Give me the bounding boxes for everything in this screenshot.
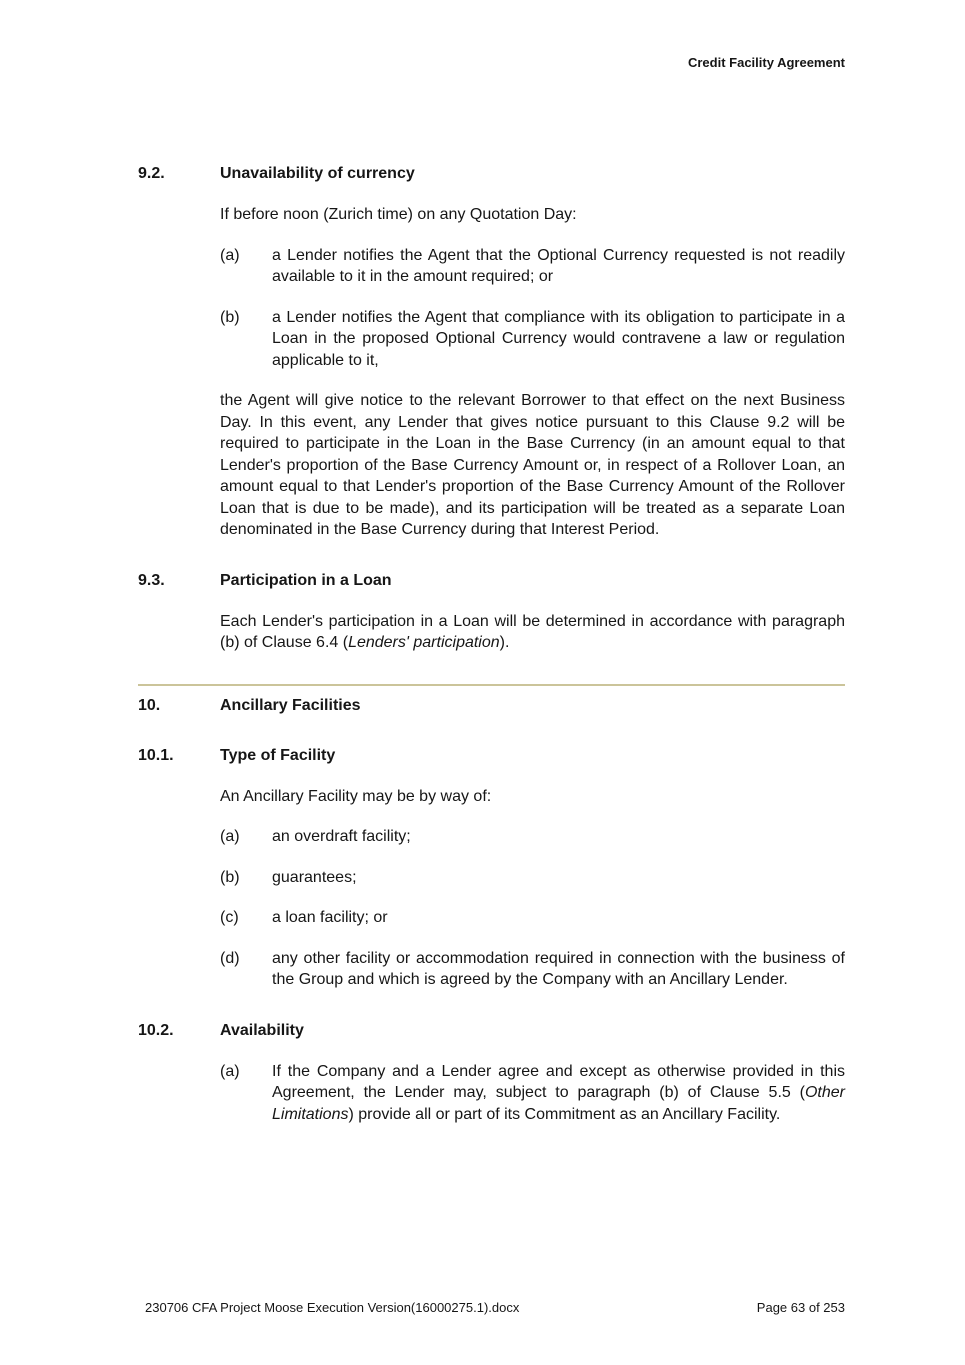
list-text-10-1-d: any other facility or accommodation required in connection with the business of the Group and which is agreed by the Company with an Ancillary Lender.: [272, 949, 845, 988]
page-header: [0, 55, 845, 71]
paragraph-closing-9-2: the Agent will give notice to the relevant Borrower to that effect on the next Business Day. In this event, any Lender that gives notice pursuant to this Clause 9.2 will be required to participate in the Loan in the Base Currency (in an amount equal to that Lender's proportion of the Base Currency Amount or, in respect of a Rollover Loan, an amount equal to that Lender's proportion of the Base Currency Amount of the Rollover Loan that is due to be made), and its participation will be treated as a separate Loan denominated in the Base Currency during that Interest Period.: [220, 392, 845, 538]
page-footer: [145, 1300, 845, 1316]
list-text-9-2-a: a Lender notifies the Agent that the Optional Currency requested is not readily available to it in the amount required; or: [272, 246, 845, 285]
section-body-9-3: [220, 611, 845, 654]
section-title-10-2: Availability: [220, 1021, 304, 1039]
list-marker-10-1-b: (b): [220, 868, 240, 886]
footer-page-number: Page 63 of 253: [756, 1300, 845, 1315]
paragraph-9-3-pre: Each Lender's participation in a Loan will be determined in accordance with paragraph (b) of Clause 6.4 (: [220, 612, 845, 651]
section-heading-9-2: [138, 163, 845, 184]
section-heading-10-1: [138, 745, 845, 766]
list-text-10-1-a: an overdraft facility;: [272, 828, 411, 845]
list-item-10-1-d: [220, 948, 845, 991]
section-body-10-1: [220, 786, 845, 991]
list-item-10-1-b: [220, 867, 845, 889]
section-number-9-3: 9.3.: [138, 571, 165, 589]
list-item-10-1-a: [220, 826, 845, 848]
list-marker-10-1-d: (d): [220, 949, 240, 967]
list-text-10-2-a-post: ) provide all or part of its Commitment as an Ancillary Facility.: [348, 1105, 781, 1123]
list-text-10-1-c: a loan facility; or: [272, 909, 388, 926]
list-item-9-2-a: [220, 245, 845, 288]
paragraph-9-3-post: ).: [499, 634, 510, 651]
section-divider-line: [138, 684, 845, 686]
list-item-9-2-b: [220, 307, 845, 372]
section-number-10-1: 10.1.: [138, 746, 174, 764]
section-heading-9-3: [138, 570, 845, 591]
list-item-10-2-a: [220, 1061, 845, 1126]
section-body-10-2: [220, 1061, 845, 1126]
list-marker-9-2-a: (a): [220, 246, 240, 264]
list-text-9-2-b: a Lender notifies the Agent that compliance with its obligation to participate in a Loan in the proposed Optional Currency would contravene a law or regulation applicable to it,: [272, 308, 845, 369]
paragraph-9-3: [220, 611, 845, 654]
section-title-10-1: Type of Facility: [220, 746, 336, 764]
section-number-10: 10.: [138, 696, 161, 714]
list-marker-10-1-a: (a): [220, 828, 240, 845]
section-body-9-2: [220, 204, 845, 541]
list-item-10-1-c: [220, 907, 845, 929]
section-number-9-2: 9.2.: [138, 165, 165, 182]
section-title-9-2: Unavailability of currency: [220, 165, 415, 182]
header-title: Credit Facility Agreement: [687, 55, 845, 70]
section-title-10: Ancillary Facilities: [220, 696, 361, 714]
list-marker-10-1-c: (c): [220, 909, 239, 926]
paragraph-intro-9-2: If before noon (Zurich time) on any Quotation Day:: [220, 206, 577, 223]
document-content: [138, 163, 845, 1144]
list-text-10-2-a-italic: Other Limitations: [272, 1084, 845, 1123]
section-title-9-3: Participation in a Loan: [220, 571, 392, 589]
list-text-10-2-a-pre: If the Company and a Lender agree and except as otherwise provided in this Agreement, the Lender may, subject to paragraph (b) of Clause 5.5 (: [272, 1062, 845, 1101]
list-text-10-2-a: [272, 1061, 845, 1126]
section-heading-10-2: [138, 1020, 845, 1041]
list-marker-10-2-a: (a): [220, 1062, 240, 1080]
section-number-10-2: 10.2.: [138, 1021, 174, 1039]
list-marker-9-2-b: (b): [220, 308, 240, 326]
footer-filename: 230706 CFA Project Moose Execution Version(16000275.1).docx: [145, 1300, 520, 1315]
paragraph-9-3-italic: Lenders' participation: [348, 634, 500, 651]
section-heading-10: [138, 695, 845, 716]
paragraph-intro-10-1: An Ancillary Facility may be by way of:: [220, 787, 492, 805]
list-text-10-1-b: guarantees;: [272, 868, 357, 886]
